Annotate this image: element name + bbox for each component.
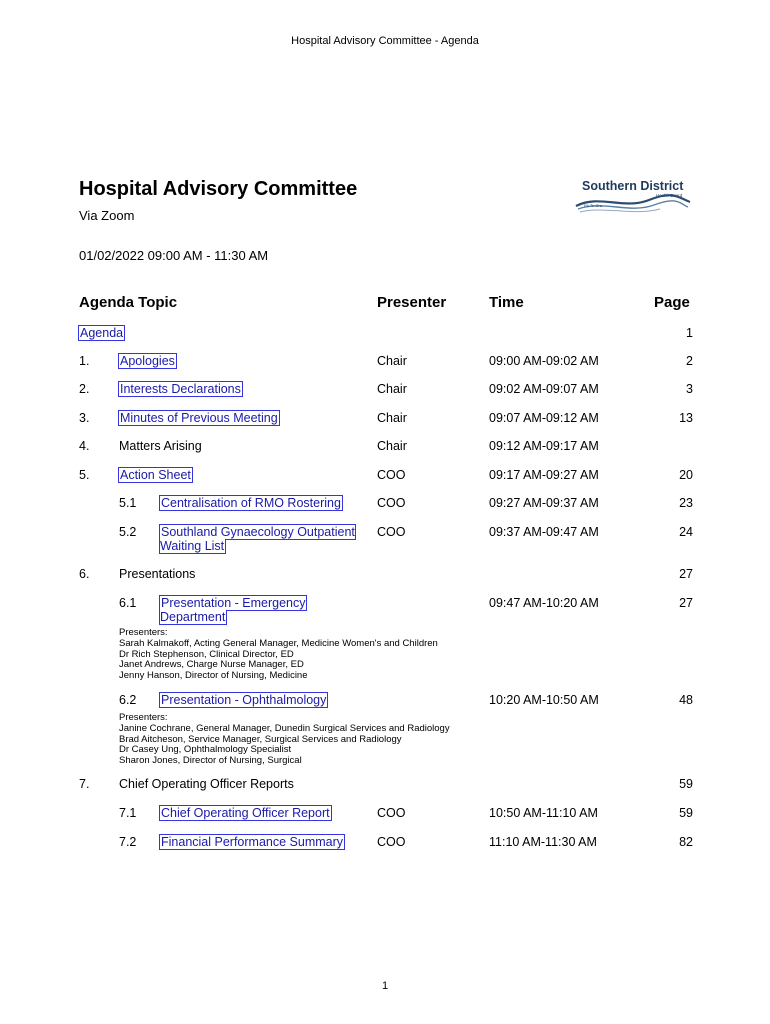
row-page: 27 — [679, 567, 693, 581]
matters-arising-text: Matters Arising — [119, 439, 202, 453]
apologies-link[interactable]: Apologies — [120, 354, 175, 368]
row-time: 09:00 AM-09:02 AM — [489, 354, 599, 368]
presenters-6-2 — [119, 713, 450, 767]
presenter-line: Jenny Hanson, Director of Nursing, Medicine — [119, 670, 308, 682]
row-page: 27 — [679, 596, 693, 610]
row-number: 5.1 — [119, 496, 137, 510]
column-header-time: Time — [489, 294, 524, 311]
row-time: 09:02 AM-09:07 AM — [489, 382, 599, 396]
gynaecology-waiting-list-link[interactable]: Southland Gynaecology Outpatient Waiting List — [160, 525, 355, 553]
row-number: 2. — [79, 382, 90, 396]
row-presenter: COO — [377, 835, 406, 849]
row-page: 59 — [679, 806, 693, 820]
ophthalmology-presentation-link[interactable]: Presentation - Ophthalmology — [161, 693, 327, 707]
row-presenter: COO — [377, 806, 406, 820]
presenter-line: Dr Rich Stephenson, Clinical Director, ED — [119, 648, 294, 660]
row-number: 6.2 — [119, 693, 137, 707]
row-time: 09:07 AM-09:12 AM — [489, 411, 599, 425]
row-page: 1 — [686, 326, 693, 340]
meeting-venue: Via Zoom — [79, 208, 135, 223]
row-presenter: Chair — [377, 411, 407, 425]
row-presenter: COO — [377, 496, 406, 510]
logo-name: Southern District — [582, 179, 684, 193]
row-page: 3 — [686, 382, 693, 396]
row-number: 1. — [79, 354, 90, 368]
row-page: 20 — [679, 468, 693, 482]
row-number: 4. — [79, 439, 90, 453]
meeting-datetime: 01/02/2022 09:00 AM - 11:30 AM — [79, 248, 269, 263]
presenter-line: Sarah Kalmakoff, Acting General Manager, Medicine Women's and Children — [119, 637, 438, 649]
presenter-line: Dr Casey Ung, Ophthalmology Specialist — [119, 744, 292, 756]
row-time: 09:37 AM-09:47 AM — [489, 525, 599, 539]
row-page: 2 — [686, 354, 693, 368]
agenda-row — [79, 326, 124, 340]
presenter-line: Sharon Jones, Director of Nursing, Surgical — [119, 755, 302, 767]
row-number: 5.2 — [119, 525, 137, 539]
column-header-presenter: Presenter — [377, 294, 447, 311]
row-page: 59 — [679, 777, 693, 791]
logo-subtitle: Health Board — [656, 193, 683, 198]
action-sheet-link[interactable]: Action Sheet — [120, 468, 191, 482]
presenter-line: Brad Aitcheson, Service Manager, Surgical Services and Radiology — [119, 733, 402, 745]
page-number: 1 — [381, 980, 389, 992]
row-page: 24 — [679, 525, 693, 539]
running-header: Hospital Advisory Committee - Agenda — [291, 35, 479, 47]
southern-district-logo — [574, 176, 694, 216]
row-number: 6. — [79, 567, 90, 581]
row-number: 7.2 — [119, 835, 137, 849]
row-page: 23 — [679, 496, 693, 510]
row-number: 7.1 — [119, 806, 137, 820]
row-presenter: Chair — [377, 354, 407, 368]
row-time: 09:12 AM-09:17 AM — [489, 439, 599, 453]
row-time: 11:10 AM-11:30 AM — [489, 835, 597, 849]
presenter-line: Janine Cochrane, General Manager, Dunedin Surgical Services and Radiology — [119, 722, 450, 734]
row-time: 09:47 AM-10:20 AM — [489, 596, 599, 610]
row-number: 6.1 — [119, 596, 137, 610]
column-header-page: Page — [654, 294, 690, 311]
row-time: 10:50 AM-11:10 AM — [489, 806, 598, 820]
row-time: 10:20 AM-10:50 AM — [489, 693, 599, 707]
presenter-line: Janet Andrews, Charge Nurse Manager, ED — [119, 659, 304, 671]
coo-report-link[interactable]: Chief Operating Officer Report — [161, 806, 330, 820]
row-presenter: Chair — [377, 439, 407, 453]
row-page: 48 — [679, 693, 693, 707]
coo-reports-heading: Chief Operating Officer Reports — [119, 777, 294, 791]
logo-tagline: Pō Te Ora — [584, 203, 602, 208]
row-number: 3. — [79, 411, 90, 425]
logo-graphic — [574, 176, 694, 216]
row-number: 5. — [79, 468, 90, 482]
column-header-topic: Agenda Topic — [79, 294, 178, 311]
financial-performance-link[interactable]: Financial Performance Summary — [161, 835, 344, 849]
rmo-rostering-link[interactable]: Centralisation of RMO Rostering — [161, 496, 341, 510]
meeting-title: Hospital Advisory Committee — [79, 178, 358, 200]
row-presenter: COO — [377, 525, 406, 539]
row-page: 82 — [679, 835, 693, 849]
row-presenter: COO — [377, 468, 406, 482]
row-time: 09:27 AM-09:37 AM — [489, 496, 599, 510]
presenters-label: Presenters: — [119, 712, 168, 723]
presenters-label: Presenters: — [119, 627, 168, 638]
emergency-department-presentation-link[interactable]: Presentation - Emergency Department — [160, 596, 306, 624]
interests-declarations-link[interactable]: Interests Declarations — [120, 382, 241, 396]
agenda-link[interactable]: Agenda — [80, 326, 124, 340]
row-page: 13 — [679, 411, 693, 425]
row-time: 09:17 AM-09:27 AM — [489, 468, 599, 482]
presenters-6-1 — [119, 628, 438, 682]
row-presenter: Chair — [377, 382, 407, 396]
row-number: 7. — [79, 777, 90, 791]
presentations-heading: Presentations — [119, 567, 196, 581]
minutes-previous-meeting-link[interactable]: Minutes of Previous Meeting — [120, 411, 278, 425]
